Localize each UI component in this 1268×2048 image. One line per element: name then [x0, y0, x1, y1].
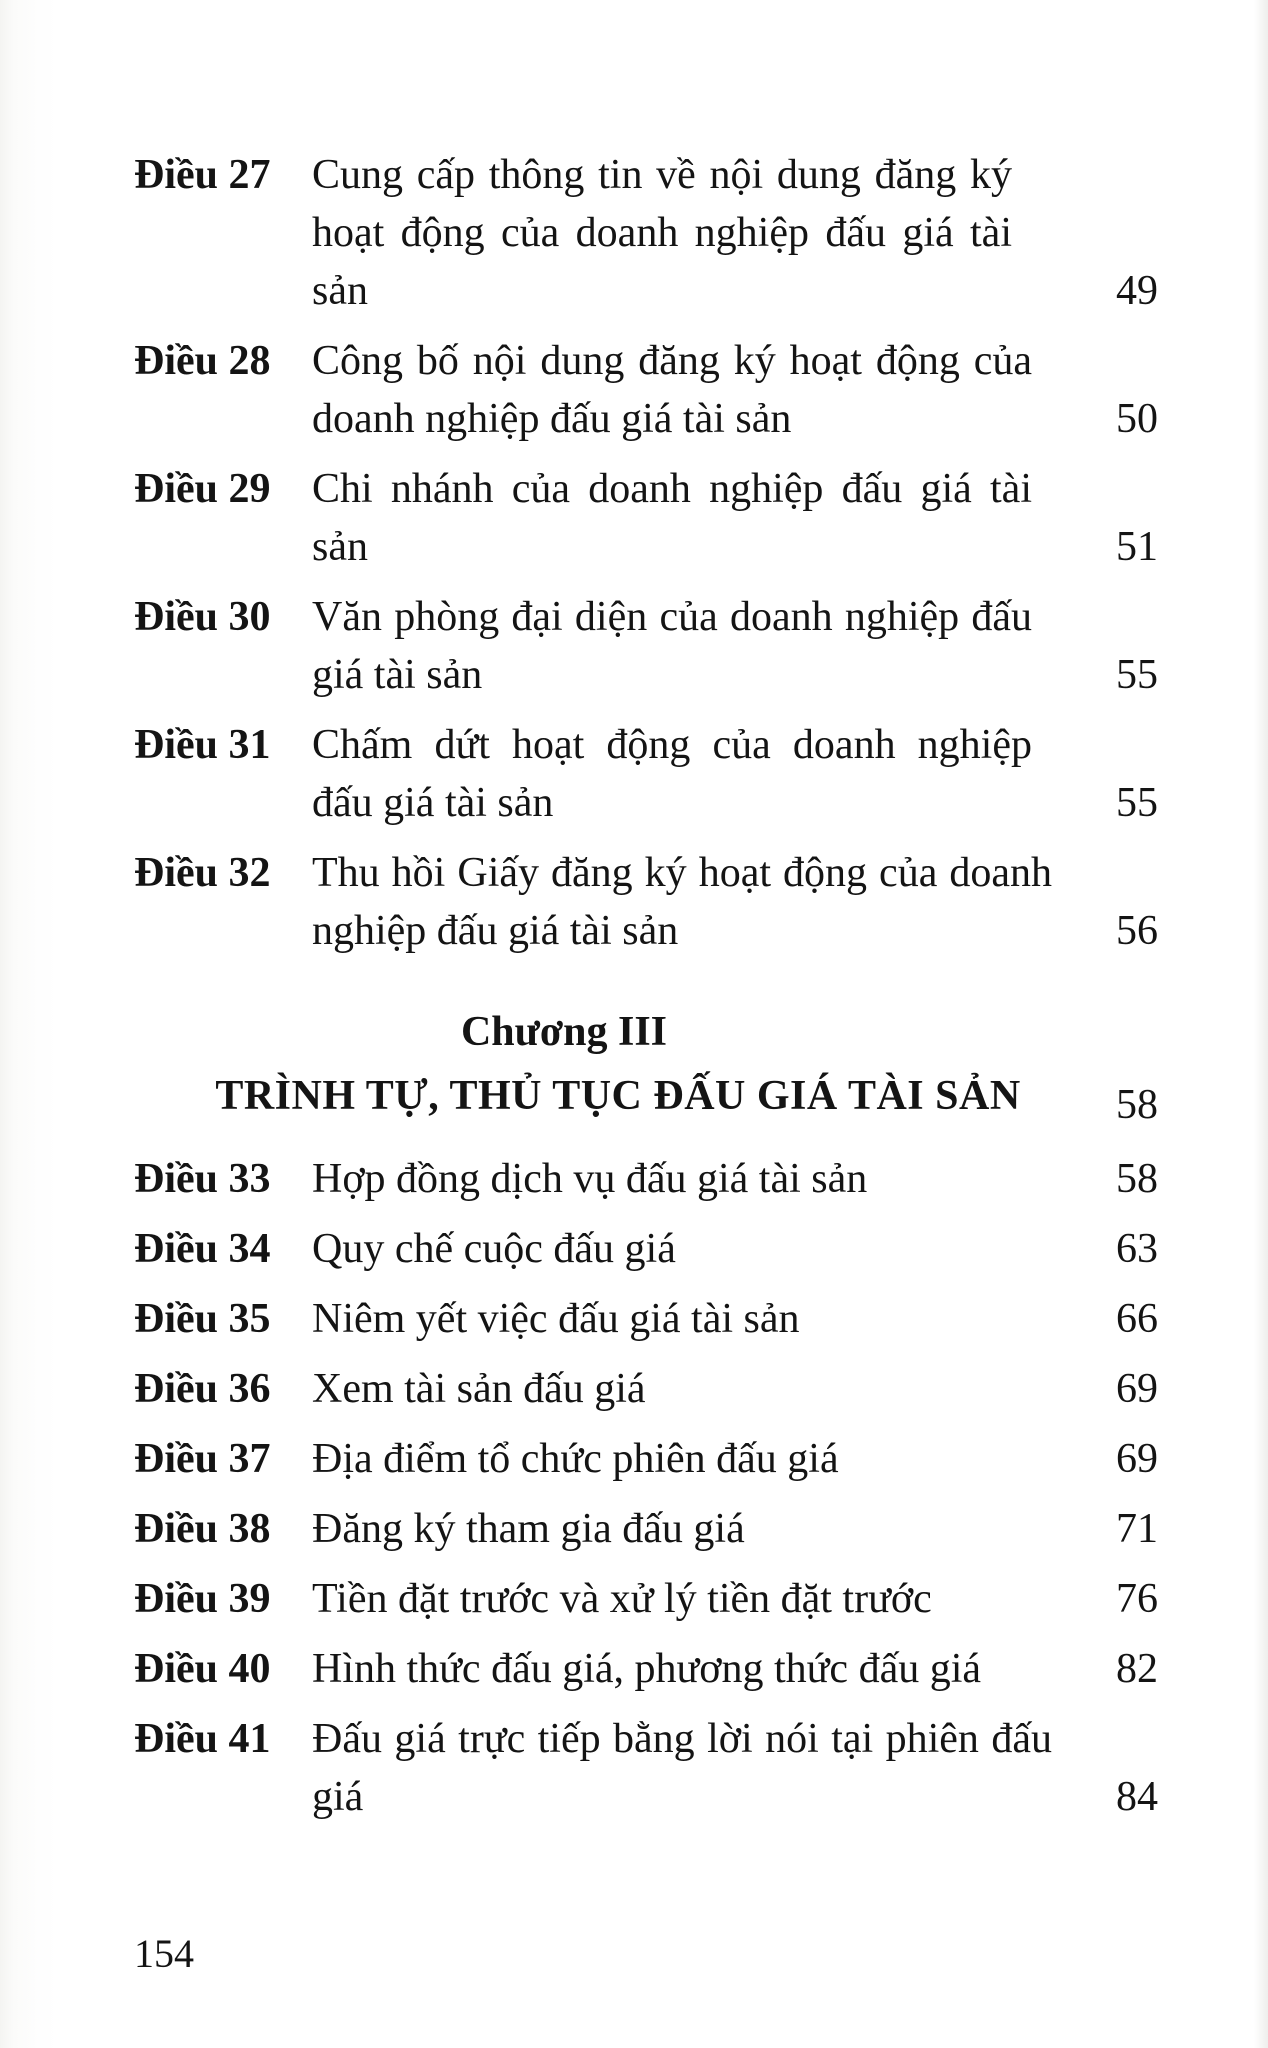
entry-page: 69	[1116, 1436, 1158, 1482]
toc-entry	[134, 1710, 1158, 1826]
entry-title: Văn phòng đại diện của doanh nghiệp đấu giá tài sản	[312, 594, 1032, 698]
entry-page: 66	[1116, 1296, 1158, 1342]
chapter-page: 58	[1116, 1082, 1158, 1128]
toc-entry	[134, 332, 1158, 448]
entry-title: Hợp đồng dịch vụ đấu giá tài sản	[312, 1156, 868, 1202]
entry-number: Điều 28	[134, 338, 271, 384]
entry-number: Điều 33	[134, 1156, 271, 1202]
toc-entry	[134, 1640, 1158, 1698]
entry-page: 71	[1116, 1506, 1158, 1552]
entry-page: 63	[1116, 1226, 1158, 1272]
entry-number: Điều 37	[134, 1436, 271, 1482]
entry-page: 55	[1116, 652, 1158, 698]
entry-page: 84	[1116, 1774, 1158, 1820]
toc-entry	[134, 1500, 1158, 1558]
toc-entry	[134, 460, 1158, 576]
entry-page: 76	[1116, 1576, 1158, 1622]
toc-entry	[134, 844, 1158, 960]
entry-page: 55	[1116, 780, 1158, 826]
table-of-contents	[134, 146, 1158, 1826]
entry-number: Điều 38	[134, 1506, 271, 1552]
toc-entry	[134, 1360, 1158, 1418]
entry-number: Điều 34	[134, 1226, 271, 1272]
entry-number: Điều 36	[134, 1366, 271, 1412]
toc-entry	[134, 146, 1158, 320]
toc-entry	[134, 1150, 1158, 1208]
entry-title: Xem tài sản đấu giá	[312, 1366, 646, 1412]
entry-title: Cung cấp thông tin về nội dung đăng ký hoạt động của doanh nghiệp đấu giá tài sản	[312, 152, 1012, 314]
entry-number: Điều 35	[134, 1296, 271, 1342]
toc-entry	[134, 1430, 1158, 1488]
entry-number: Điều 39	[134, 1576, 271, 1622]
entry-title: Tiền đặt trước và xử lý tiền đặt trước	[312, 1576, 932, 1622]
chapter-heading	[134, 1000, 1158, 1128]
entry-number: Điều 30	[134, 594, 271, 640]
entry-number: Điều 40	[134, 1646, 271, 1692]
entry-title: Địa điểm tổ chức phiên đấu giá	[312, 1436, 839, 1482]
entry-title: Công bố nội dung đăng ký hoạt động của doanh nghiệp đấu giá tài sản	[312, 338, 1032, 442]
toc-entry	[134, 1290, 1158, 1348]
entry-page: 58	[1116, 1156, 1158, 1202]
toc-entry	[134, 1220, 1158, 1278]
entry-page: 69	[1116, 1366, 1158, 1412]
entry-title: Đấu giá trực tiếp bằng lời nói tại phiên đấu giá	[312, 1716, 1052, 1820]
entry-title: Quy chế cuộc đấu giá	[312, 1226, 676, 1272]
entry-number: Điều 27	[134, 152, 271, 198]
entry-title: Niêm yết việc đấu giá tài sản	[312, 1296, 800, 1342]
entry-page: 82	[1116, 1646, 1158, 1692]
entry-number: Điều 41	[134, 1716, 271, 1762]
entry-number: Điều 29	[134, 466, 271, 512]
chapter-label: Chương III	[460, 1009, 668, 1055]
entry-page: 51	[1116, 524, 1158, 570]
entry-page: 49	[1116, 268, 1158, 314]
toc-entry	[134, 716, 1158, 832]
toc-entry	[134, 588, 1158, 704]
entry-title: Chi nhánh của doanh nghiệp đấu giá tài sản	[312, 466, 1032, 570]
entry-title: Thu hồi Giấy đăng ký hoạt động của doanh nghiệp đấu giá tài sản	[312, 850, 1052, 954]
entry-title: Hình thức đấu giá, phương thức đấu giá	[312, 1646, 982, 1692]
toc-entry	[134, 1570, 1158, 1628]
entry-page: 50	[1116, 396, 1158, 442]
entry-page: 56	[1116, 908, 1158, 954]
entry-number: Điều 32	[134, 850, 271, 896]
entry-title: Đăng ký tham gia đấu giá	[312, 1506, 745, 1552]
page-edge-shadow	[1254, 0, 1268, 2048]
chapter-title: TRÌNH TỰ, THỦ TỤC ĐẤU GIÁ TÀI SẢN	[215, 1073, 1021, 1119]
entry-title: Chấm dứt hoạt động của doanh nghiệp đấu giá tài sản	[312, 722, 1032, 826]
entry-number: Điều 31	[134, 722, 271, 768]
page-number: 154	[134, 1931, 194, 1976]
